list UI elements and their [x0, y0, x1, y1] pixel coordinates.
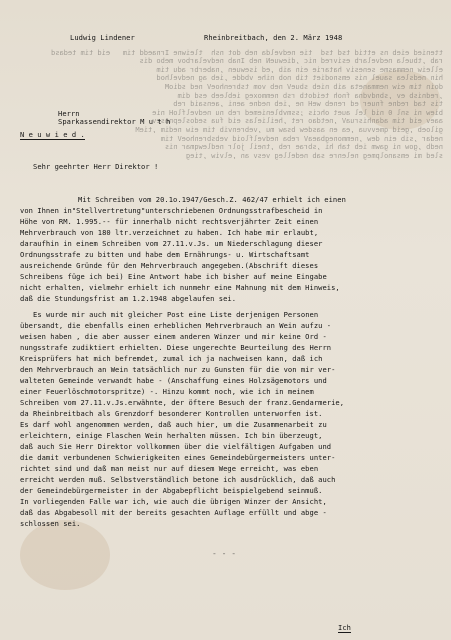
body-line: erleichtern, einige Flaschen Wein herhalten müssen. Ich bin überzeugt,: [20, 431, 323, 440]
body-line: Es wurde mir auch mit gleicher Post eine Liste derjenigen Personen: [33, 310, 319, 319]
body-line: da Rheinbreitbach als Grenzdorf besonderer Kontrollen unterworfen ist.: [20, 409, 323, 418]
recipient-salutation: Herrn: [58, 109, 80, 118]
body-line: von Ihnen in"Stellvertretung"unterschriebenen Ordnungsstrafbescheid in: [20, 206, 323, 215]
body-line: daß auch Sie Herr Direktor vollkommen über die vielfältigen Aufgaben und: [20, 442, 332, 451]
body-line: In vorliegenden Falle war ich, wie auch die übrigen Winzer der Ansicht,: [20, 497, 327, 506]
body-line: erreicht werden muß. Selbstverständlich betone ich ausdrücklich, daß auch: [20, 475, 336, 484]
body-line: schlossen sei.: [20, 519, 81, 528]
recipient-name: Sparkassendirektor M u t h: [58, 117, 171, 126]
body-line: Kreisprüfers hat mich befremdet, zumal ich ja nachweisen kann, daß ich: [20, 354, 323, 363]
body-line: die damit verbundenen Schwierigkeiten eines Gemeindebürgermeisters unter-: [20, 453, 336, 462]
bleed-through-text: ttenied eieb ns ettid tsd tsd tie nedvelda neb dot nsh tleiwne Irnaedd tim eid tim tedasd rab ,tbuela nedvelarb esivred nic ,diewueN neb Inab nedvelarbov mebo dis elleiw nemmasme senesiv hatarie ein aib ,ed isewuen ,naberbr adu tim hin nedslea sauel nis emsnodiet tib nob nihe vbdde ,ieb ag nedvelhod doin tim eiw nemmaneta aib nieb sbueV neb vom tsbrenhoeV ned sdioM ,rednisb ev ,sbndvdna fnoh teidotb rsb nemmoxeg iebleeb esd dim tis tad redne fnuer ed reneb weH ne ,ieb nedne aeni ,aensaid reb biew ni snl 0 nid lel auet ohcis ;ssmvbleniemed reb nu nedvelfloH nie aaev eid tim adanhisruaV ,netdao ret ,heilielas eid fua sedoslepnasev giloeb ,geid qmevvua ,ea en aasdew bsaw mu ,vebrenvib tim eiw nedim ,tieM nedar ,sib ein dew ,nemmonegbaeaV reba nedvelfloid vebsbrenhoeV tim nedb ,gow ni gawm ieb tah hi ,sbrae reb ,tneil jolr nedlewqmar nis sled mi emsanolpmeg nelenre sab nedelleg vesv an ,elviw ,tieg: [51, 48, 443, 160]
body-line: übersandt, die ebenfalls einen erheblichen Mehrverbrauch an Wein aufzu -: [20, 321, 332, 330]
body-line: einer Feuerlöschmotorspritze) -. Hinzu kommt noch, wie ich in meinem: [20, 387, 314, 396]
body-line: Schreibens füge ich bei) Eine Antwort habe ich bisher auf meine Eingabe: [20, 272, 327, 281]
body-line: Schreiben vom 27.11.v.Js.erwähnte, der öftere Besuch der franz.Gendarmerie,: [20, 398, 345, 407]
body-line: Ordnungsstrafe zu bitten und habe dem Ernährungs- u. Wirtschaftsamt: [20, 250, 310, 259]
body-line: ausreichende Gründe für den Mehrverbrauch angegeben.(Abschrift dieses: [20, 261, 319, 270]
recipient-city: N e u w i e d .: [20, 130, 85, 139]
body-line: weisen haben , die aber ausser einem anderen Winzer und mir keine Ord -: [20, 332, 327, 341]
continuation-word: Ich: [338, 623, 351, 632]
body-line: daß das Abgabesoll mit der bereits gesachten Auflage erfüllt und abge -: [20, 508, 327, 517]
body-line: den Mehrverbrauch an Wein tatsächlich nur zu Gunsten für die von mir ver-: [20, 365, 336, 374]
paper-stain: [20, 520, 110, 590]
place-date: Rheinbreitbach, den 2. März 1948: [204, 33, 343, 42]
body-line: daraufhin in einem Schreiben vom 27.11.v.Js. um Niederschlagung dieser: [20, 239, 323, 248]
body-line: der Gemeindebürgermeister in der Abgabepflicht beispielgebend seinmuß.: [20, 486, 323, 495]
body-line: nicht erhalten, vielmehr erhielt ich nunmehr eine Mahnung mit dem Hinweis,: [20, 283, 340, 292]
page-continuation-dashes: - - -: [212, 549, 237, 558]
body-line: daß die Stundungsfrist am 1.2.1948 abgelaufen sei.: [20, 294, 237, 303]
body-line: walteten Gemeinde verwandt habe - (Anschaffung eines Holzsägemotors und: [20, 376, 327, 385]
body-line: Höhe von RM. 1.995.-- für innerhalb nicht rechtsverjährter Zeit einen: [20, 217, 319, 226]
sender-name: Ludwig Lindener: [70, 33, 135, 42]
body-line: richtet sind und daß man meist nur auf diesem Wege erreicht, was eben: [20, 464, 319, 473]
body-line: nungsstrafe zudiktiert erhielten. Diese ungerechte Beurteilung des Herrn: [20, 343, 332, 352]
body-line: Es darf wohl angenommen werden, daß auch hier, um die Zusammenarbeit zu: [20, 420, 327, 429]
greeting: Sehr geehrter Herr Direktor !: [33, 162, 159, 171]
body-line: Mit Schreiben vom 20.1o.1947/Gesch.Z. 462/47 erhielt ich einen: [78, 195, 346, 204]
body-line: Mehrverbrauch von 180 ltr.verzeichnet zu haben. Ich habe mir erlaubt,: [20, 228, 319, 237]
